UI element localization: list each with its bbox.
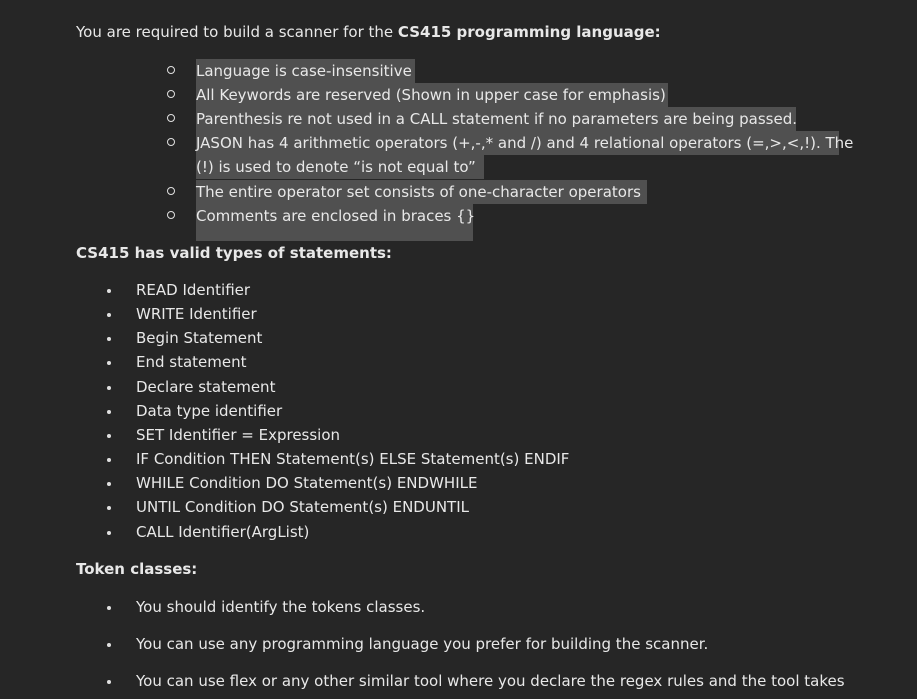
circle-bullet-icon xyxy=(167,66,175,74)
rule-item: JASON has 4 arithmetic operators (+,-,* and /) and 4 relational operators (=,>,<,!). The xyxy=(196,134,854,152)
bullet-icon xyxy=(107,506,111,510)
bullet-icon xyxy=(107,361,111,365)
statement-item: IF Condition THEN Statement(s) ELSE Statement(s) ENDIF xyxy=(136,450,570,468)
bullet-icon xyxy=(107,410,111,414)
rule-item: Parenthesis re not used in a CALL statement if no parameters are being passed. xyxy=(196,110,797,128)
bullet-icon xyxy=(107,337,111,341)
rule-item: The entire operator set consists of one-character operators xyxy=(196,183,641,201)
token-item: You should identify the tokens classes. xyxy=(136,598,426,616)
statement-item: UNTIL Condition DO Statement(s) ENDUNTIL xyxy=(136,498,469,516)
rule-item: Language is case-insensitive xyxy=(196,62,412,80)
bullet-icon xyxy=(107,386,111,390)
intro-language-name: CS415 programming language: xyxy=(397,23,661,41)
token-item: You can use flex or any other similar tool where you declare the regex rules and the tool takes xyxy=(136,672,845,690)
circle-bullet-icon xyxy=(167,187,175,195)
intro-line xyxy=(76,23,661,41)
circle-bullet-icon xyxy=(167,138,175,146)
token-item: You can use any programming language you prefer for building the scanner. xyxy=(136,635,709,653)
rule-item: Comments are enclosed in braces {} xyxy=(196,207,476,225)
bullet-icon xyxy=(107,606,111,610)
tokens-heading: Token classes: xyxy=(76,560,198,578)
circle-bullet-icon xyxy=(167,211,175,219)
statement-item: CALL Identifier(ArgList) xyxy=(136,523,310,541)
rule-item: All Keywords are reserved (Shown in upper case for emphasis) xyxy=(196,86,666,104)
circle-bullet-icon xyxy=(167,114,175,122)
statement-item: Begin Statement xyxy=(136,329,263,347)
bullet-icon xyxy=(107,482,111,486)
bullet-icon xyxy=(107,531,111,535)
statement-item: SET Identifier = Expression xyxy=(136,426,341,444)
intro-prefix: You are required to build a scanner for the xyxy=(76,23,398,41)
bullet-icon xyxy=(107,458,111,462)
bullet-icon xyxy=(107,680,111,684)
rule-item-continuation: (!) is used to denote “is not equal to” xyxy=(196,158,476,176)
statement-item: Data type identifier xyxy=(136,402,283,420)
bullet-icon xyxy=(107,289,111,293)
bullet-icon xyxy=(107,643,111,647)
statement-item: WHILE Condition DO Statement(s) ENDWHILE xyxy=(136,474,478,492)
statement-item: Declare statement xyxy=(136,378,276,396)
bullet-icon xyxy=(107,313,111,317)
statement-item: READ Identifier xyxy=(136,281,251,299)
bullet-icon xyxy=(107,434,111,438)
statement-item: WRITE Identifier xyxy=(136,305,257,323)
statement-item: End statement xyxy=(136,353,247,371)
statements-heading: CS415 has valid types of statements: xyxy=(76,244,392,262)
circle-bullet-icon xyxy=(167,90,175,98)
